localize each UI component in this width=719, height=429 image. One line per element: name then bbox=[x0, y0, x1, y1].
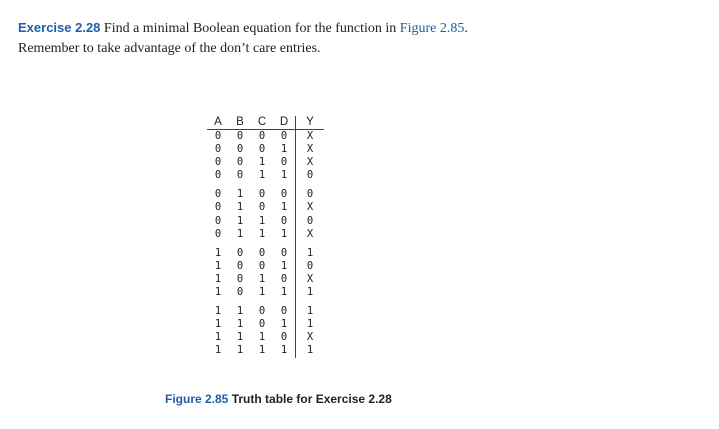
input-cell: 1 bbox=[280, 169, 288, 182]
input-cell: 1 bbox=[236, 188, 244, 201]
input-cell: 1 bbox=[258, 169, 266, 182]
input-cell: 0 bbox=[280, 246, 288, 259]
input-cell: 0 bbox=[236, 156, 244, 169]
input-cell: 1 bbox=[236, 318, 244, 331]
input-cell: 1 bbox=[214, 344, 222, 357]
input-cell: 0 bbox=[214, 188, 222, 201]
input-cell: 1 bbox=[280, 201, 288, 214]
table-row bbox=[207, 273, 324, 286]
input-cell: 1 bbox=[236, 305, 244, 318]
input-cell: 1 bbox=[214, 286, 222, 299]
input-cell: 1 bbox=[236, 201, 244, 214]
output-cell: 0 bbox=[296, 188, 325, 201]
input-cell: 1 bbox=[280, 227, 288, 240]
table-row bbox=[207, 215, 324, 228]
input-cell: 1 bbox=[258, 214, 266, 227]
output-cell: X bbox=[296, 201, 325, 214]
table-row bbox=[207, 247, 324, 260]
output-cell: X bbox=[296, 273, 325, 286]
output-cell: X bbox=[296, 228, 325, 247]
input-cell: 0 bbox=[258, 318, 266, 331]
output-cell: X bbox=[296, 143, 325, 156]
input-cell: 0 bbox=[214, 143, 222, 156]
input-cell: 1 bbox=[280, 318, 288, 331]
input-cell: 0 bbox=[214, 227, 222, 240]
input-cell: 1 bbox=[280, 259, 288, 272]
caption-text: Truth table for Exercise 2.28 bbox=[228, 392, 392, 406]
table-row bbox=[207, 344, 324, 357]
input-cell: 1 bbox=[214, 259, 222, 272]
input-cell: 0 bbox=[236, 169, 244, 182]
input-cell: 0 bbox=[258, 246, 266, 259]
input-cell: 0 bbox=[236, 286, 244, 299]
input-cell: 1 bbox=[236, 227, 244, 240]
table-row bbox=[207, 143, 324, 156]
input-cell: 0 bbox=[258, 259, 266, 272]
table-row bbox=[207, 130, 324, 144]
input-cell: 1 bbox=[258, 286, 266, 299]
header-y: Y bbox=[296, 116, 325, 130]
figure-link[interactable]: Figure 2.85 bbox=[399, 21, 465, 36]
input-cell: 0 bbox=[236, 143, 244, 156]
table-row bbox=[207, 169, 324, 188]
output-cell: 1 bbox=[296, 247, 325, 260]
figure-caption bbox=[165, 392, 392, 406]
table-row bbox=[207, 228, 324, 247]
exercise-label: Exercise 2.28 bbox=[18, 20, 101, 35]
header-b: B bbox=[229, 116, 251, 130]
input-cell: 0 bbox=[236, 130, 244, 142]
input-cell: 0 bbox=[280, 331, 288, 344]
input-cell: 0 bbox=[280, 130, 288, 142]
output-cell: 1 bbox=[296, 286, 325, 305]
header-a: A bbox=[207, 116, 229, 130]
output-cell: 0 bbox=[296, 215, 325, 228]
table-row bbox=[207, 305, 324, 318]
input-cell: 1 bbox=[280, 143, 288, 156]
input-cell: 0 bbox=[280, 214, 288, 227]
table-row bbox=[207, 286, 324, 305]
input-cell: 1 bbox=[214, 305, 222, 318]
input-cell: 1 bbox=[258, 272, 266, 285]
input-cell: 0 bbox=[214, 214, 222, 227]
input-cell: 0 bbox=[258, 305, 266, 318]
input-cell: 1 bbox=[236, 344, 244, 357]
input-cell: 1 bbox=[258, 227, 266, 240]
exercise-text: Find a minimal Boolean equation for the function in bbox=[100, 21, 400, 36]
input-cell: 0 bbox=[236, 246, 244, 259]
table-row bbox=[207, 318, 324, 331]
table-body bbox=[207, 130, 324, 358]
header-d: D bbox=[273, 116, 296, 130]
exercise-text-line2: Remember to take advantage of the don’t care entries. bbox=[18, 41, 321, 56]
input-cell: 0 bbox=[214, 156, 222, 169]
table-row bbox=[207, 188, 324, 201]
input-cell: 1 bbox=[236, 214, 244, 227]
input-cell: 1 bbox=[214, 272, 222, 285]
input-cell: 1 bbox=[280, 344, 288, 357]
truth-table bbox=[207, 116, 324, 358]
output-cell: 0 bbox=[296, 260, 325, 273]
input-cell: 1 bbox=[214, 331, 222, 344]
output-cell: X bbox=[296, 130, 325, 144]
table-header-row bbox=[207, 116, 324, 130]
output-cell: 1 bbox=[296, 305, 325, 318]
table-row bbox=[207, 260, 324, 273]
caption-number: Figure 2.85 bbox=[165, 392, 229, 406]
input-cell: 1 bbox=[214, 318, 222, 331]
input-cell: 1 bbox=[258, 331, 266, 344]
input-cell: 1 bbox=[258, 156, 266, 169]
input-cell: 0 bbox=[280, 272, 288, 285]
exercise-statement bbox=[18, 18, 708, 59]
output-cell: 1 bbox=[296, 318, 325, 331]
input-cell: 1 bbox=[236, 331, 244, 344]
input-cell: 0 bbox=[214, 201, 222, 214]
input-cell: 1 bbox=[214, 246, 222, 259]
input-cell: 0 bbox=[280, 188, 288, 201]
table-row bbox=[207, 201, 324, 214]
input-cell: 0 bbox=[214, 130, 222, 142]
input-cell: 1 bbox=[280, 286, 288, 299]
input-cell: 0 bbox=[258, 201, 266, 214]
table-row bbox=[207, 156, 324, 169]
header-c: C bbox=[251, 116, 273, 130]
input-cell: 0 bbox=[258, 188, 266, 201]
input-cell: 0 bbox=[258, 130, 266, 142]
output-cell: X bbox=[296, 331, 325, 344]
input-cell: 0 bbox=[280, 156, 288, 169]
input-cell: 0 bbox=[280, 305, 288, 318]
input-cell: 0 bbox=[236, 259, 244, 272]
input-cell: 0 bbox=[236, 272, 244, 285]
input-cell: 1 bbox=[258, 344, 266, 357]
output-cell: 1 bbox=[296, 344, 325, 357]
output-cell: 0 bbox=[296, 169, 325, 188]
output-cell: X bbox=[296, 156, 325, 169]
input-cell: 0 bbox=[258, 143, 266, 156]
table-row bbox=[207, 331, 324, 344]
exercise-text-end: . bbox=[464, 21, 468, 36]
input-cell: 0 bbox=[214, 169, 222, 182]
